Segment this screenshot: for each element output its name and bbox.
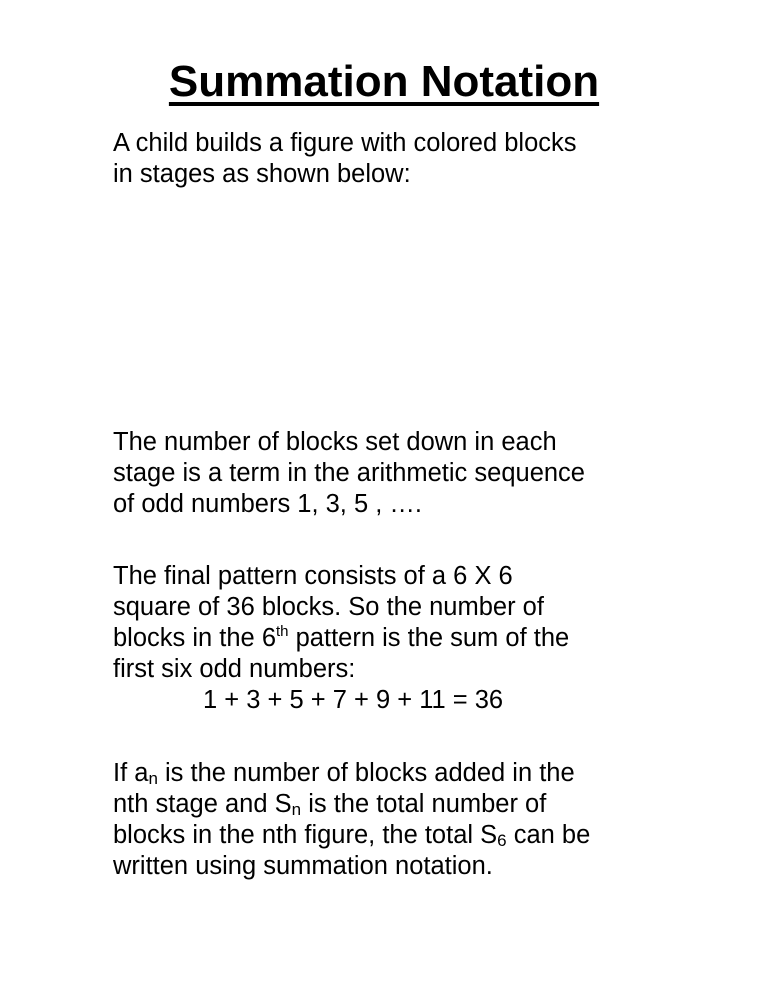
notation-paragraph: [113, 758, 673, 882]
sequence-line-3: of odd numbers 1, 3, 5 , ….: [113, 490, 423, 518]
notation-line-2-pre: nth stage and S: [113, 790, 292, 818]
notation-line-4: written using summation notation.: [113, 852, 493, 880]
page-title-text: Summation Notation: [168, 57, 600, 106]
final-pattern-line-3: [113, 623, 673, 654]
notation-line-2-post: is the total number of: [301, 790, 547, 818]
notation-line-2: [113, 789, 673, 820]
final-pattern-line-3-post: pattern is the sum of the: [288, 624, 570, 652]
notation-line-1: [113, 758, 673, 789]
s6-subscript: 6: [497, 831, 507, 850]
final-pattern-line-3-pre: blocks in the 6: [113, 624, 277, 652]
final-pattern-paragraph: [113, 561, 673, 716]
intro-line-1: A child builds a figure with colored blocks: [113, 129, 577, 157]
sum-equation: 1 + 3 + 5 + 7 + 9 + 11 = 36: [203, 686, 504, 714]
notation-line-3-pre: blocks in the nth figure, the total S: [113, 821, 498, 849]
notation-line-1-pre: If a: [113, 759, 149, 787]
sequence-line-2: stage is a term in the arithmetic sequence: [113, 459, 585, 487]
notation-line-1-post: is the number of blocks added in the: [157, 759, 575, 787]
notation-line-3: [113, 820, 673, 851]
sequence-line-1: The number of blocks set down in each: [113, 428, 557, 456]
notation-line-3-post: can be: [506, 821, 591, 849]
a-subscript: n: [148, 769, 158, 788]
intro-paragraph: [113, 128, 673, 190]
s-subscript: n: [291, 800, 302, 819]
ordinal-superscript: th: [276, 623, 289, 640]
sequence-paragraph: [113, 427, 673, 520]
final-pattern-line-1: The final pattern consists of a 6 X 6: [113, 562, 513, 590]
final-pattern-line-4: first six odd numbers:: [113, 655, 356, 683]
final-pattern-line-2: square of 36 blocks. So the number of: [113, 593, 544, 621]
page-title: [0, 56, 768, 108]
intro-line-2: in stages as shown below:: [113, 160, 411, 188]
